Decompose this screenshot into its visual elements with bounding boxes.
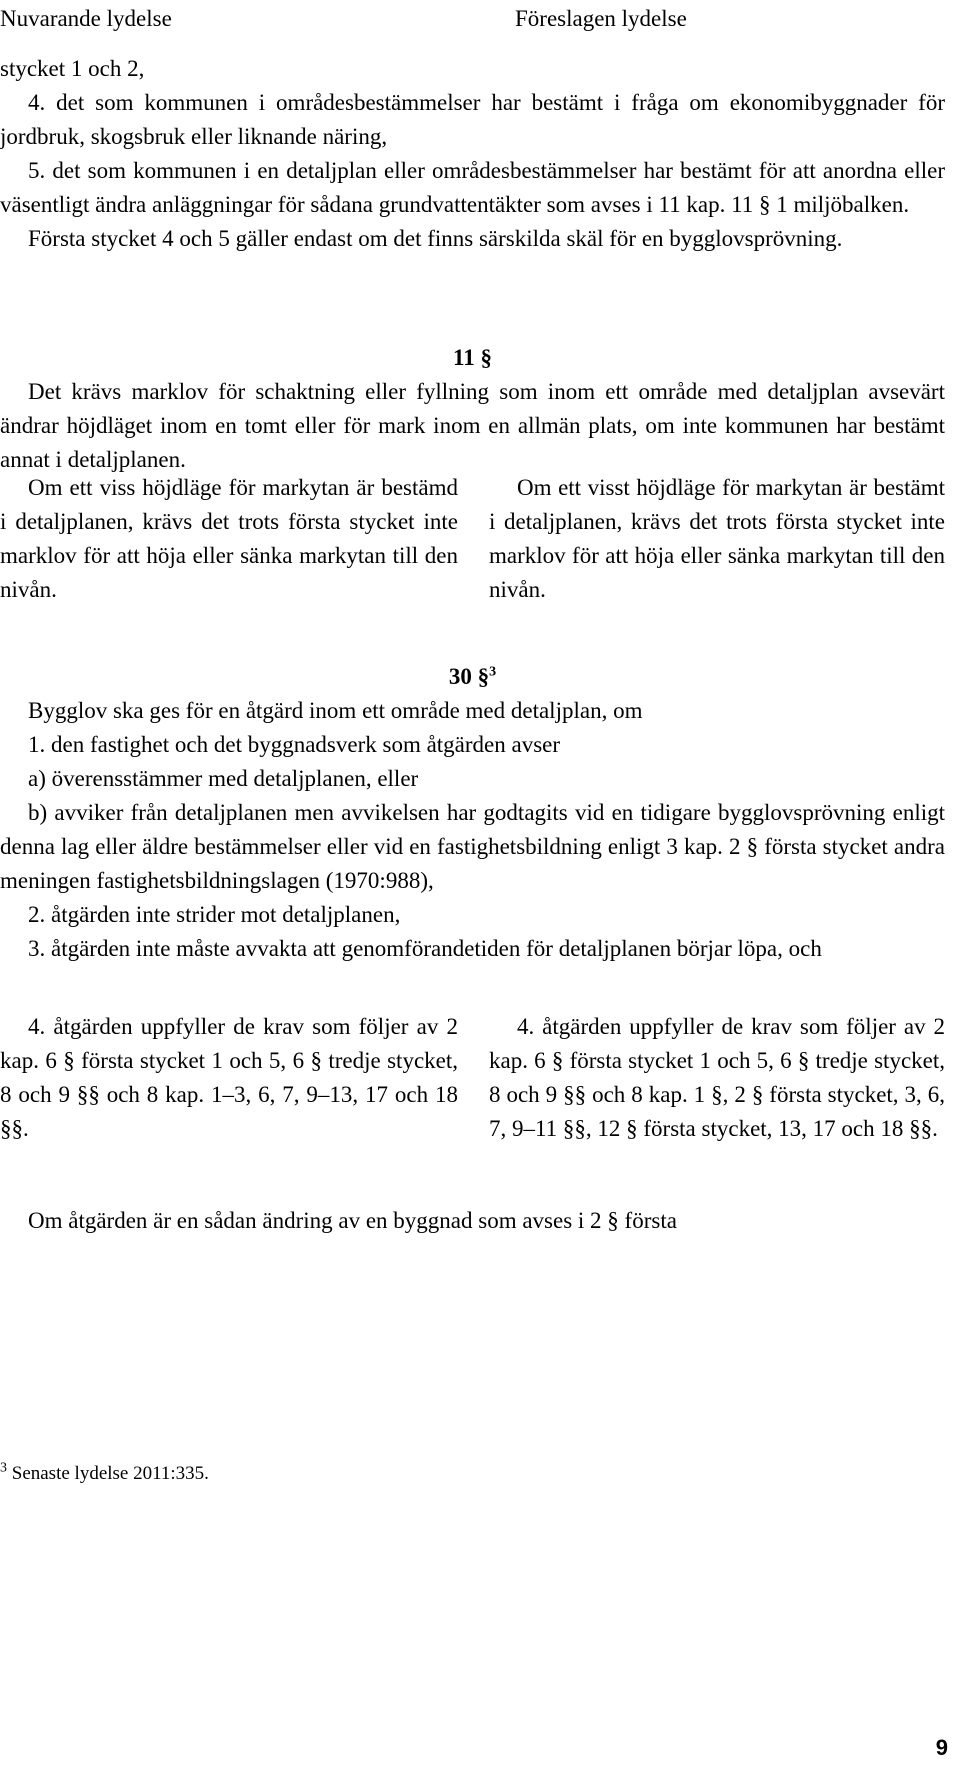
list-item-5: 5. det som kommunen i en detaljplan eller områdesbestämmelser har bestämt för att anordna eller väsentligt ändra anläggningar för sådana grundvattentäkter som avses i 11 kap. 11 § 1 miljöbalken.	[0, 158, 945, 217]
section-30-current-item-4-text: 4. åtgärden uppfyller de krav som följer av 2 kap. 6 § första stycket 1 och 5, 6 § tredje stycket, 8 och 9 §§ och 8 kap. 1–3, 6, 7, 9–13, 17 och 18 §§.	[0, 1014, 458, 1141]
section-30-continuation	[0, 1204, 945, 1238]
section-30-item-1b: b) avviker från detaljplanen men avvikelsen har godtagits vid en tidigare bygglovsprövning enligt denna lag eller äldre bestämmelser eller vid en fastighetsbildning enligt 3 kap. 2 § första stycket andra meningen fastighetsbildningslagen (1970:988),	[0, 800, 945, 893]
section-30-current-item-4	[0, 1010, 458, 1146]
section-30-body	[0, 694, 945, 966]
section-30-proposed-item-4-text: 4. åtgärden uppfyller de krav som följer av 2 kap. 6 § första stycket 1 och 5, 6 § tredje stycket, 8 och 9 §§ och 8 kap. 1 §, 2 § första stycket, 3, 6, 7, 9–11 §§, 12 § första stycket, 13, 17 och 18 §§.	[489, 1014, 945, 1141]
section-30-item-1a: a) överensstämmer med detaljplanen, eller	[28, 766, 419, 791]
column-header-proposed: Föreslagen lydelse	[515, 6, 687, 31]
footnote	[0, 1457, 209, 1491]
section-11-intro	[0, 375, 945, 477]
column-header-current: Nuvarande lydelse	[0, 6, 172, 31]
section-30-item-3: 3. åtgärden inte måste avvakta att genomförandetiden för detaljplanen börjar löpa, och	[28, 936, 822, 961]
section-30-heading	[0, 660, 945, 694]
section-11-intro-text: Det krävs marklov för schaktning eller fyllning som inom ett område med detaljplan avsevärt ändrar höjdläget inom en tomt eller för mark inom en allmän plats, om inte kommunen har bestämt annat i detaljplanen.	[0, 379, 945, 472]
section-11-proposed-text	[489, 471, 945, 607]
closing-paragraph: Första stycket 4 och 5 gäller endast om det finns särskilda skäl för en bygglovsprövning.	[28, 226, 843, 251]
section-30-item-1: 1. den fastighet och det byggnadsverk som åtgärden avser	[28, 732, 561, 757]
footnote-mark: 3	[0, 1460, 7, 1476]
section-30-proposed-item-4	[489, 1010, 945, 1146]
list-item-4: 4. det som kommunen i områdesbestämmelser har bestämt i fråga om ekonomibyggnader för jordbruk, skogsbruk eller liknande näring,	[0, 90, 945, 149]
section-11-current-text	[0, 471, 458, 607]
continuation-line: stycket 1 och 2,	[0, 56, 145, 81]
section-30-heading-text: 30 §	[448, 664, 490, 689]
section-30-intro: Bygglov ska ges för en åtgärd inom ett område med detaljplan, om	[28, 698, 643, 723]
section-11-heading: 11 §	[453, 345, 492, 370]
section-11-current-paragraph: Om ett viss höjdläge för markytan är bestämd i detaljplanen, krävs det trots första stycket inte marklov för att höja eller sänka markytan till den nivån.	[0, 475, 458, 602]
continuation-block	[0, 52, 945, 256]
section-11-proposed-paragraph: Om ett visst höjdläge för markytan är bestämt i detaljplanen, krävs det trots första stycket inte marklov för att höja eller sänka markytan till den nivån.	[489, 475, 945, 602]
page-number: 9	[935, 1735, 948, 1760]
footnote-text: Senaste lydelse 2011:335.	[11, 1463, 209, 1484]
section-30-item-2: 2. åtgärden inte strider mot detaljplanen,	[28, 902, 401, 927]
section-30-last-line: Om åtgärden är en sådan ändring av en byggnad som avses i 2 § första	[28, 1208, 677, 1233]
footnote-reference: 3	[489, 664, 497, 680]
